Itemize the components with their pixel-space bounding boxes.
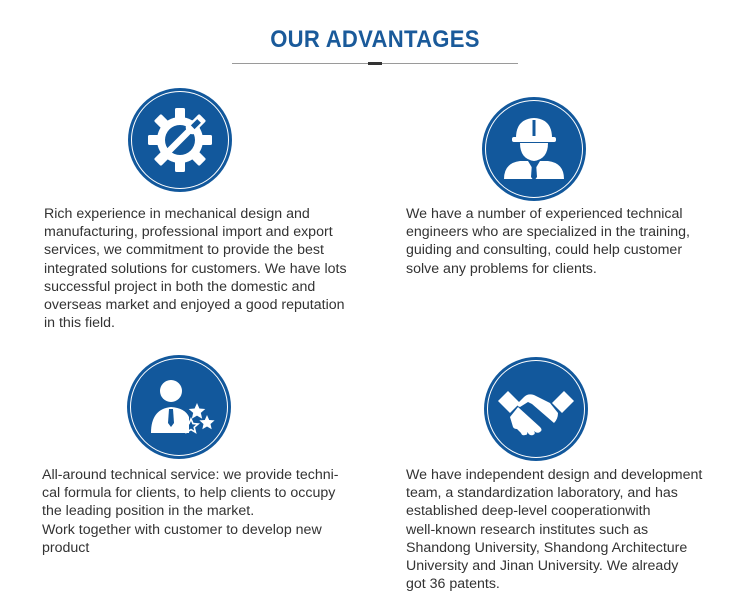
feature-text-engineers bbox=[406, 205, 690, 278]
handshake-icon bbox=[484, 357, 588, 461]
feature-text-service bbox=[42, 466, 339, 557]
feature-text-experience bbox=[44, 205, 347, 332]
feature-line: Rich experience in mechanical design and bbox=[44, 206, 310, 222]
feature-line: integrated solutions for customers. We have lots bbox=[44, 260, 347, 277]
feature-line: All-around technical service: we provide techni- bbox=[42, 467, 339, 483]
feature-line: We have independent design and development bbox=[406, 467, 703, 483]
gear-wrench-icon bbox=[128, 88, 232, 192]
feature-line: successful project in both the domestic and bbox=[44, 278, 316, 295]
feature-line: solve any problems for clients. bbox=[406, 260, 597, 277]
feature-line: Work together with customer to develop new bbox=[42, 521, 322, 538]
feature-line: Shandong University, Shandong Architecture bbox=[406, 539, 688, 556]
feature-line: in this field. bbox=[44, 315, 115, 332]
feature-line: University and Jinan University. We already bbox=[406, 558, 679, 575]
section-heading: OUR ADVANTAGES bbox=[270, 26, 480, 53]
feature-line: guiding and consulting, could help customer bbox=[406, 242, 683, 259]
feature-line: product bbox=[42, 539, 90, 556]
feature-line: team, a standardization laboratory, and has bbox=[406, 485, 678, 502]
feature-line: manufacturing, professional import and export bbox=[44, 224, 333, 241]
feature-line: well-known research institutes such as bbox=[406, 521, 649, 538]
feature-line: services, we commitment to provide the best bbox=[44, 242, 324, 259]
feature-line: overseas market and enjoyed a good reputation bbox=[44, 297, 345, 314]
feature-line: the leading position in the market. bbox=[42, 503, 255, 520]
engineer-hardhat-icon bbox=[482, 97, 586, 201]
feature-line: cal formula for clients, to help clients to occupy bbox=[42, 485, 336, 502]
feature-line: established deep-level cooperationwith bbox=[406, 503, 651, 520]
feature-line: got 36 patents. bbox=[406, 576, 500, 593]
feature-text-cooperation bbox=[406, 466, 702, 593]
feature-line: engineers who are specialized in the training, bbox=[406, 224, 690, 241]
feature-line: We have a number of experienced technical bbox=[406, 206, 683, 222]
heading-divider-accent bbox=[368, 62, 382, 65]
person-stars-icon bbox=[127, 355, 231, 459]
